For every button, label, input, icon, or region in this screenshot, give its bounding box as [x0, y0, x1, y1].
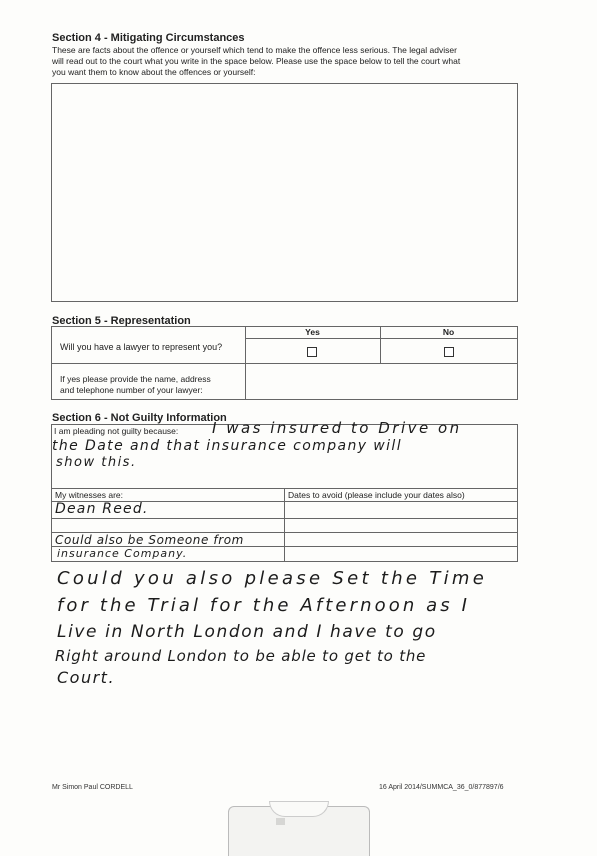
section4-intro-line2: will read out to the court what you write in the space below. Please use the space below to tell the court what [52, 56, 461, 66]
witness2-handwriting-line2: insurance Company. [57, 547, 188, 560]
note-handwriting-line2: for the Trial for the Afternoon as I [57, 595, 471, 616]
footer-reference: 16 April 2014/SUMMCA_36_0/877897/6 [379, 784, 504, 791]
lawyer-details-field[interactable] [246, 364, 516, 398]
lawyer-details-line2: and telephone number of your lawyer: [60, 385, 203, 395]
binding-tab [228, 806, 370, 856]
yes-column-header: Yes [305, 327, 320, 337]
reason-handwriting-line1: I was insured to Drive on [212, 419, 462, 437]
note-handwriting-line4: Right around London to be able to get to the [55, 647, 427, 665]
not-guilty-reason-label: I am pleading not guilty because: [54, 426, 179, 436]
binding-tab-notch [269, 801, 329, 817]
section4-intro-line3: you want them to know about the offences or yourself: [52, 67, 256, 77]
note-handwriting-line5: Court. [57, 668, 116, 687]
section5-title: Section 5 - Representation [52, 315, 191, 327]
mitigating-circumstances-box[interactable] [51, 83, 518, 302]
section4-intro [52, 45, 532, 78]
no-column-header: No [442, 327, 455, 337]
section4-intro-line1: These are facts about the offence or yourself which tend to make the offence less serious. The legal adviser [52, 45, 457, 55]
section4-title: Section 4 - Mitigating Circumstances [52, 32, 245, 44]
note-handwriting-line3: Live in North London and I have to go [57, 622, 437, 642]
section6-title: Section 6 - Not Guilty Information [52, 412, 227, 424]
lawyer-yes-checkbox[interactable] [307, 347, 317, 357]
dates-to-avoid-label: Dates to avoid (please include your dates also) [288, 490, 465, 500]
footer-name: Mr Simon Paul CORDELL [52, 784, 133, 791]
note-handwriting-line1: Could you also please Set the Time [57, 568, 488, 589]
witnesses-label: My witnesses are: [55, 490, 124, 500]
lawyer-details-label [60, 374, 211, 396]
reason-handwriting-line2: the Date and that insurance company will [52, 438, 402, 454]
representation-table [51, 326, 518, 400]
lawyer-details-line1: If yes please provide the name, address [60, 374, 211, 384]
witness2-handwriting-line1: Could also be Someone from [55, 533, 244, 547]
witness1-handwriting: Dean Reed. [55, 501, 149, 517]
lawyer-question: Will you have a lawyer to represent you? [60, 342, 223, 352]
binding-mark [276, 818, 285, 825]
reason-handwriting-line3: show this. [56, 455, 137, 470]
lawyer-no-checkbox[interactable] [444, 347, 454, 357]
